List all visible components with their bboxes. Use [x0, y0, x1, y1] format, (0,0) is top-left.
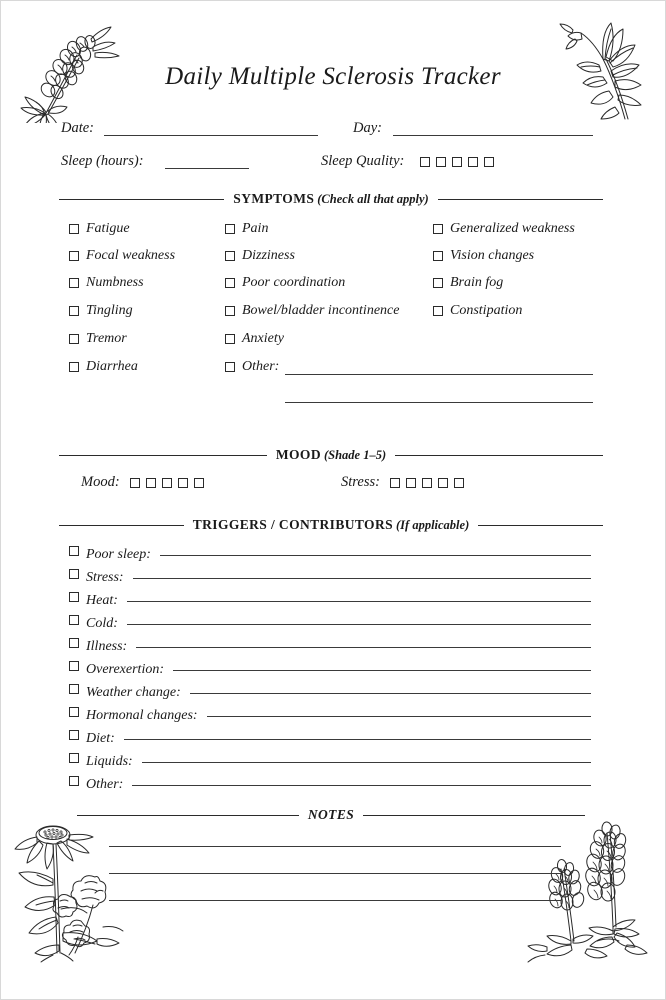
stress-box-1[interactable] — [390, 478, 400, 488]
checkbox[interactable] — [69, 661, 79, 671]
mood-box-1[interactable] — [130, 478, 140, 488]
mood-section-header — [59, 447, 603, 463]
stress-box-2[interactable] — [406, 478, 416, 488]
symptom-label: Numbness — [86, 275, 144, 290]
trigger-input[interactable] — [124, 739, 591, 740]
sleep-quality-box-4[interactable] — [468, 157, 478, 167]
band-line-right — [363, 815, 585, 816]
symptom-dizziness[interactable] — [225, 248, 295, 264]
symptoms-section-header — [59, 191, 603, 207]
coneflower-clover-bouquet-icon — [9, 813, 137, 963]
triggers-heading: TRIGGERS / CONTRIBUTORS — [192, 517, 393, 532]
mood-note: (Shade 1–5) — [323, 448, 387, 462]
symptom-label: Tingling — [86, 303, 133, 318]
checkbox[interactable] — [69, 362, 79, 372]
symptom-anxiety[interactable] — [225, 331, 284, 347]
symptom-tremor[interactable] — [69, 331, 127, 347]
trigger-label: Weather change: — [86, 685, 181, 700]
symptom-vision-changes[interactable] — [433, 248, 534, 264]
mood-box-5[interactable] — [194, 478, 204, 488]
trigger-heat[interactable] — [69, 593, 591, 609]
symptoms-note: (Check all that apply) — [317, 192, 429, 206]
symptom-other-label: Other: — [242, 359, 280, 374]
symptom-label: Generalized weakness — [450, 221, 575, 236]
notes-line-3[interactable] — [109, 900, 561, 901]
trigger-diet[interactable] — [69, 731, 591, 747]
trigger-poor-sleep[interactable] — [69, 547, 591, 563]
symptom-pain[interactable] — [225, 221, 268, 237]
checkbox[interactable] — [225, 278, 235, 288]
symptom-label: Diarrhea — [86, 359, 138, 374]
trigger-input[interactable] — [160, 555, 591, 556]
band-line-left — [59, 455, 267, 456]
trigger-cold[interactable] — [69, 616, 591, 632]
trigger-input[interactable] — [133, 578, 591, 579]
trigger-label: Diet: — [86, 731, 115, 746]
checkbox[interactable] — [69, 615, 79, 625]
stress-box-3[interactable] — [422, 478, 432, 488]
sleep-quality-box-2[interactable] — [436, 157, 446, 167]
symptom-label: Focal weakness — [86, 248, 176, 263]
band-line-right — [438, 199, 603, 200]
symptom-label: Vision changes — [450, 248, 535, 263]
mood-heading: MOOD — [275, 447, 321, 462]
band-line-right — [395, 455, 603, 456]
symptom-other-input-extra[interactable] — [285, 402, 593, 403]
checkbox[interactable] — [69, 707, 79, 717]
band-line-left — [77, 815, 299, 816]
checkbox[interactable] — [69, 592, 79, 602]
checkbox[interactable] — [69, 730, 79, 740]
triggers-section-header — [59, 517, 603, 533]
trigger-input[interactable] — [142, 762, 591, 763]
trigger-input[interactable] — [136, 647, 591, 648]
page-title: Daily Multiple Sclerosis Tracker — [165, 63, 501, 90]
trigger-label: Heat: — [86, 593, 118, 608]
trigger-hormonal-changes[interactable] — [69, 708, 591, 724]
sleep-quality-box-5[interactable] — [484, 157, 494, 167]
trigger-stress[interactable] — [69, 570, 591, 586]
checkbox[interactable] — [69, 638, 79, 648]
trigger-label: Illness: — [86, 639, 128, 654]
checkbox[interactable] — [69, 334, 79, 344]
checkbox[interactable] — [225, 334, 235, 344]
trigger-input[interactable] — [207, 716, 591, 717]
notes-section-header — [77, 807, 585, 823]
checkbox[interactable] — [433, 251, 443, 261]
checkbox[interactable] — [69, 224, 79, 234]
checkbox[interactable] — [225, 251, 235, 261]
sleep-quality-box-3[interactable] — [452, 157, 462, 167]
sleep-quality-box-1[interactable] — [420, 157, 430, 167]
trigger-label: Cold: — [86, 616, 118, 631]
symptom-other[interactable] — [225, 359, 279, 375]
stress-box-4[interactable] — [438, 478, 448, 488]
symptom-label: Anxiety — [242, 331, 284, 346]
trigger-label: Stress: — [86, 570, 124, 585]
symptom-label: Fatigue — [86, 221, 130, 236]
notes-heading: NOTES — [307, 807, 355, 822]
trigger-label: Hormonal changes: — [86, 708, 198, 723]
checkbox[interactable] — [69, 569, 79, 579]
stress-label: Stress: — [341, 474, 380, 490]
sleep-hours-label: Sleep (hours): — [61, 153, 144, 169]
checkbox[interactable] — [69, 776, 79, 786]
symptom-label: Tremor — [86, 331, 127, 346]
symptoms-heading: SYMPTOMS — [233, 191, 315, 206]
symptom-focal-weakness[interactable] — [69, 248, 175, 264]
trigger-input[interactable] — [173, 670, 591, 671]
checkbox[interactable] — [69, 278, 79, 288]
checkbox[interactable] — [69, 306, 79, 316]
symptom-label: Poor coordination — [242, 275, 346, 290]
bluebonnet-cluster-icon — [527, 807, 653, 963]
notes-line-1[interactable] — [109, 846, 561, 847]
symptom-numbness[interactable] — [69, 275, 144, 291]
trigger-label: Poor sleep: — [86, 547, 151, 562]
symptom-label: Constipation — [450, 303, 523, 318]
stress-rating-boxes[interactable] — [390, 478, 464, 488]
date-label: Date: — [61, 120, 95, 136]
trigger-input[interactable] — [127, 601, 591, 602]
symptom-generalized-weakness[interactable] — [433, 221, 575, 237]
band-line-left — [59, 525, 184, 526]
symptom-label: Dizziness — [242, 248, 295, 263]
checkbox[interactable] — [225, 306, 235, 316]
trigger-input[interactable] — [127, 624, 591, 625]
trigger-label: Liquids: — [86, 754, 133, 769]
trigger-input[interactable] — [132, 785, 591, 786]
checkbox[interactable] — [225, 224, 235, 234]
symptom-label: Pain — [242, 221, 269, 236]
sleep-hours-input[interactable] — [165, 168, 249, 169]
sleep-quality-label: Sleep Quality: — [321, 153, 405, 169]
trigger-label: Other: — [86, 777, 124, 792]
symptom-label: Brain fog — [450, 275, 504, 290]
symptom-brain-fog[interactable] — [433, 275, 503, 291]
checkbox[interactable] — [433, 306, 443, 316]
checkbox[interactable] — [69, 753, 79, 763]
checkbox[interactable] — [69, 251, 79, 261]
symptom-tingling[interactable] — [69, 303, 133, 319]
checkbox[interactable] — [69, 546, 79, 556]
mood-box-3[interactable] — [162, 478, 172, 488]
day-input[interactable] — [393, 135, 593, 136]
checkbox[interactable] — [433, 224, 443, 234]
mood-box-4[interactable] — [178, 478, 188, 488]
mood-rating-row[interactable] — [81, 474, 204, 491]
band-line-right — [478, 525, 603, 526]
notes-line-2[interactable] — [109, 873, 561, 874]
triggers-note: (If applicable) — [396, 518, 470, 532]
checkbox[interactable] — [225, 362, 235, 372]
symptom-other-input[interactable] — [285, 374, 593, 375]
symptom-bowel-bladder-incontinence[interactable] — [225, 303, 399, 319]
symptom-constipation[interactable] — [433, 303, 522, 319]
sleep-quality-rating[interactable] — [420, 157, 494, 167]
symptom-label: Bowel/bladder incontinence — [242, 303, 400, 318]
symptom-diarrhea[interactable] — [69, 359, 138, 375]
band-line-left — [59, 199, 224, 200]
trigger-other[interactable] — [69, 777, 591, 793]
trigger-weather-change[interactable] — [69, 685, 591, 701]
mood-box-2[interactable] — [146, 478, 156, 488]
day-label: Day: — [353, 120, 382, 136]
symptom-fatigue[interactable] — [69, 221, 130, 237]
trigger-label: Overexertion: — [86, 662, 164, 677]
checkbox[interactable] — [433, 278, 443, 288]
trigger-liquids[interactable] — [69, 754, 591, 770]
trigger-input[interactable] — [190, 693, 591, 694]
symptom-poor-coordination[interactable] — [225, 275, 345, 291]
trigger-overexertion[interactable] — [69, 662, 591, 678]
checkbox[interactable] — [69, 684, 79, 694]
date-input[interactable] — [104, 135, 318, 136]
trigger-illness[interactable] — [69, 639, 591, 655]
mood-rating-boxes[interactable] — [130, 478, 204, 488]
stress-box-5[interactable] — [454, 478, 464, 488]
mood-label: Mood: — [81, 474, 120, 490]
stress-rating-row[interactable] — [341, 474, 464, 491]
